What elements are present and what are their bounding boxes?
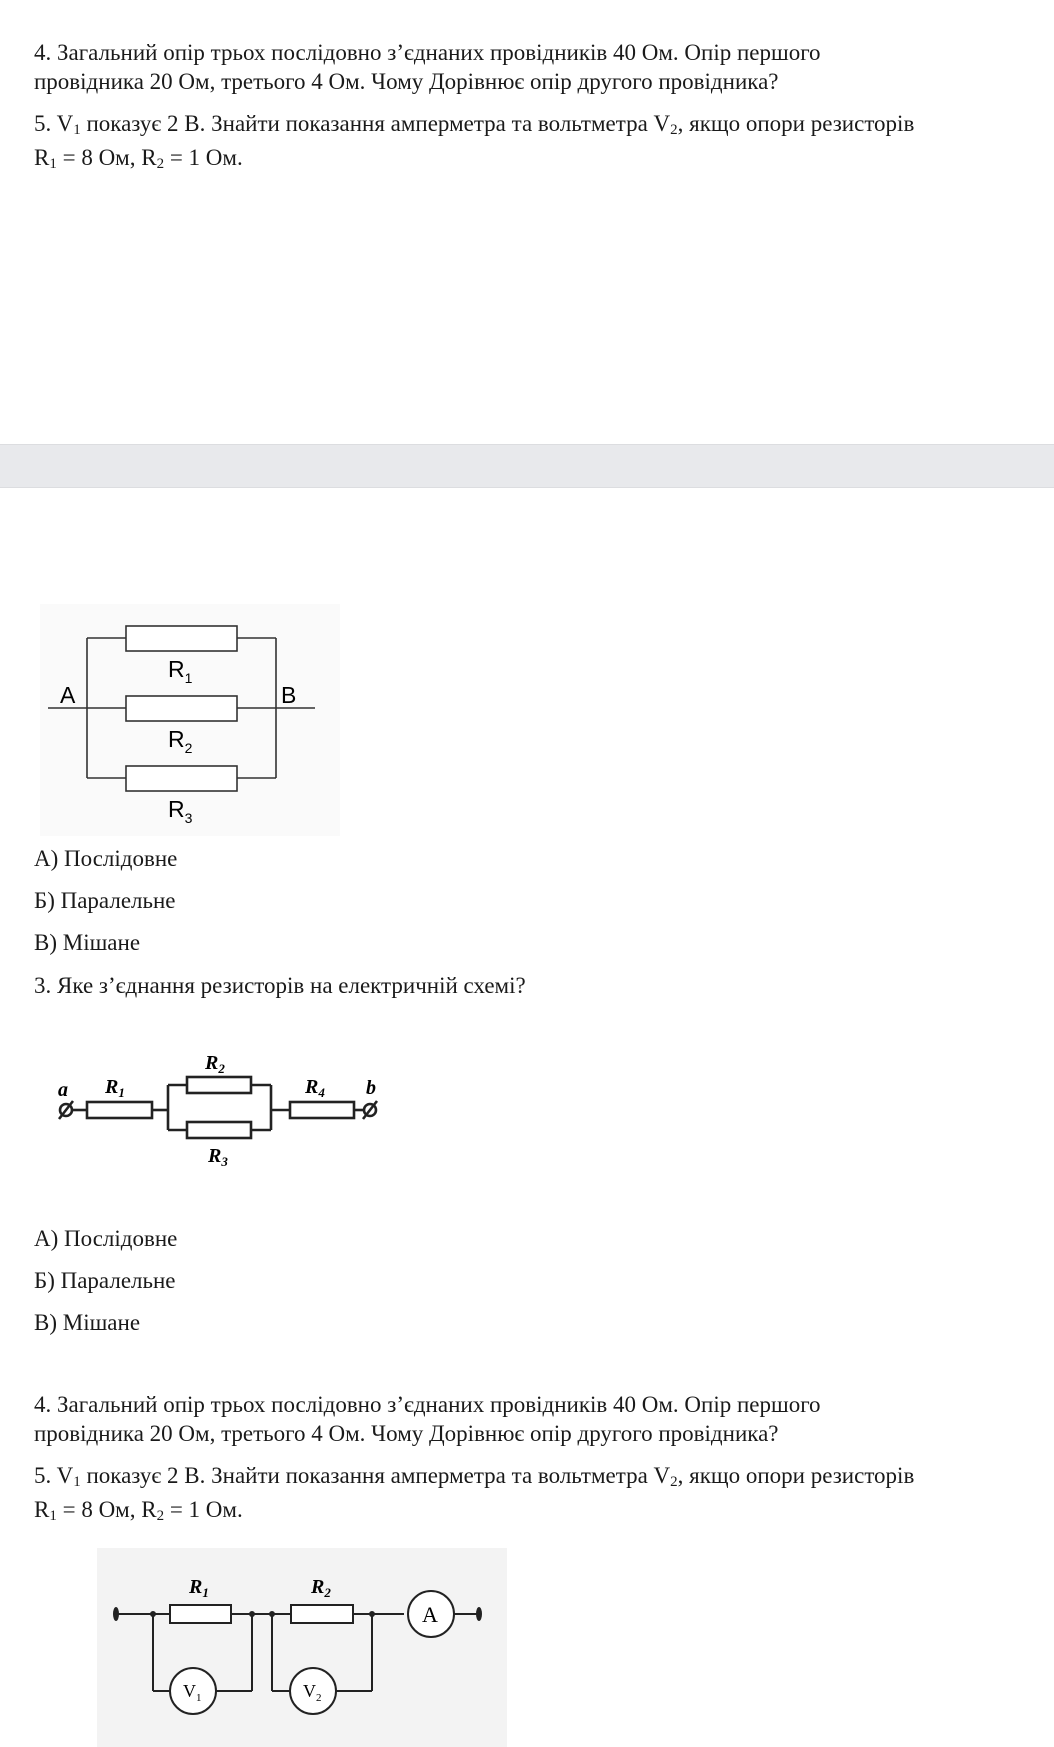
option-c-1: В) Мішане (34, 930, 141, 955)
option-a-2: А) Послідовне (34, 1226, 178, 1251)
meter-circuit-diagram (97, 1548, 507, 1747)
r3-label: $R_3$ (208, 1145, 228, 1169)
problem-4-line-2: провідника 20 Ом, третього 4 Ом. Чому Дорівнює опір другого провідника? (34, 69, 779, 94)
option-c-2: В) Мішане (34, 1310, 141, 1335)
option-b-2: Б) Паралельне (34, 1268, 176, 1293)
resistor-r4 (290, 1102, 354, 1118)
problem-4-line-1: 4. Загальний опір трьох послідовно з’єднаних провідників 40 Ом. Опір першого (34, 40, 821, 65)
r3-label: $R_3$ (168, 796, 193, 826)
r4-label: $R_4$ (305, 1076, 325, 1100)
r1-label: $R_1$ (105, 1076, 125, 1100)
r2-label: $R_2$ (168, 726, 193, 756)
problem-4-repeat-line-1: 4. Загальний опір трьох послідовно з’єднаних провідників 40 Ом. Опір першого (34, 1392, 821, 1417)
problem-5-repeat-line-2: $R_1 = 8$ Ом, $R_2 = 1$ Ом. (34, 1497, 243, 1524)
problem-5-line-2: $R_1 = 8$ Ом, $R_2 = 1$ Ом. (34, 145, 243, 172)
resistor-r3 (126, 766, 237, 791)
problem-5-repeat-line-1: 5. $V_1$ показує 2 В. Знайти показання амперметра та вольтметра $V_2$, якщо опори резисторів (34, 1463, 915, 1490)
resistor-r3 (187, 1122, 251, 1138)
ammeter-label: A (422, 1602, 438, 1627)
resistor-r1 (126, 626, 237, 651)
page-separator (0, 444, 1054, 488)
parallel-circuit-diagram (40, 604, 340, 836)
node-b-label: B (281, 682, 297, 708)
r2-label: $R_2$ (311, 1576, 331, 1600)
terminal-b-label: b (366, 1077, 376, 1099)
r1-label: $R_1$ (189, 1576, 209, 1600)
problem-5-line-1: 5. $V_1$ показує 2 В. Знайти показання амперметра та вольтметра $V_2$, якщо опори резисторів (34, 111, 915, 138)
node-a-label: A (60, 682, 76, 708)
mixed-circuit-diagram (50, 1048, 400, 1178)
option-a-1: А) Послідовне (34, 846, 178, 871)
resistor-r2 (291, 1605, 353, 1623)
problem-4-repeat-line-2: провідника 20 Ом, третього 4 Ом. Чому Дорівнює опір другого провідника? (34, 1421, 779, 1446)
v2-label: $V_2$ (303, 1681, 322, 1704)
resistor-r2 (187, 1077, 251, 1093)
option-b-1: Б) Паралельне (34, 888, 176, 913)
r2-label: $R_2$ (205, 1052, 225, 1076)
resistor-r1 (87, 1102, 152, 1118)
v1-label: $V_1$ (183, 1681, 202, 1704)
resistor-r1 (170, 1605, 231, 1623)
resistor-r2 (126, 696, 237, 721)
terminal-a-label: a (58, 1079, 68, 1101)
question-3: 3. Яке з’єднання резисторів на електричній схемі? (34, 973, 526, 998)
r1-label: $R_1$ (168, 656, 193, 686)
